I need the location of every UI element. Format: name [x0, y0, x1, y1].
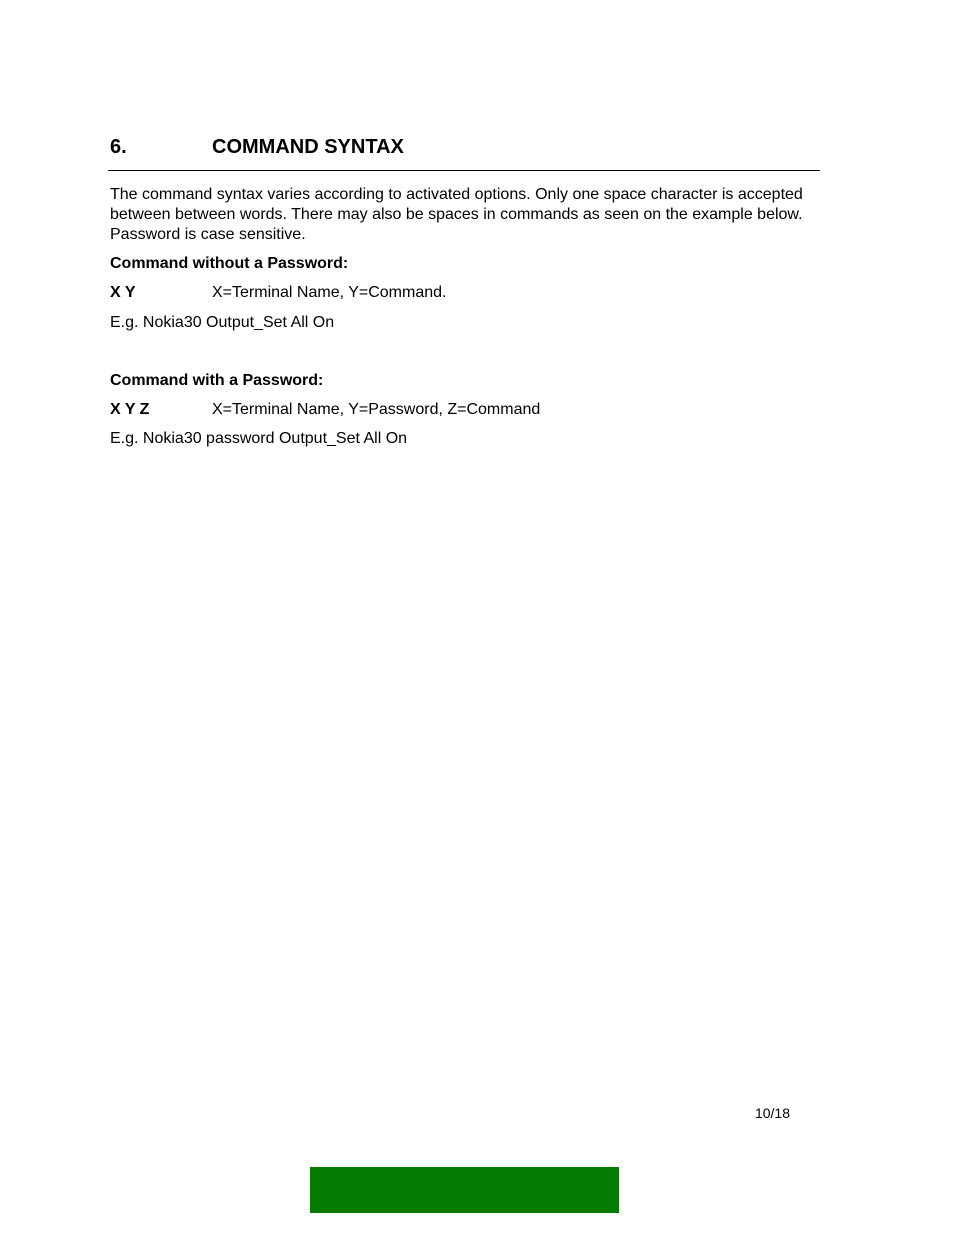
- syntax-description: X=Terminal Name, Y=Command.: [212, 284, 447, 301]
- footer-brand-bar: [310, 1167, 619, 1213]
- without-password-example: E.g. Nokia30 Output_Set All On: [110, 314, 335, 331]
- page-number: 10/18: [754, 1105, 790, 1121]
- syntax-key: X Y Z: [110, 401, 150, 418]
- without-password-heading: Command without a Password:: [110, 255, 349, 272]
- section-number: 6.: [110, 136, 127, 158]
- heading-divider: [108, 170, 820, 171]
- syntax-key: X Y: [110, 284, 136, 301]
- section-heading: [110, 136, 820, 162]
- intro-paragraph: The command syntax varies according to activated options. Only one space character is accepted between between words. There may also be spaces in commands as seen on the example below. Password is case sensitive.: [110, 186, 803, 243]
- with-password-example: E.g. Nokia30 password Output_Set All On: [110, 430, 408, 447]
- with-password-heading: Command with a Password:: [110, 372, 324, 389]
- syntax-description: X=Terminal Name, Y=Password, Z=Command: [212, 401, 541, 418]
- section-title: COMMAND SYNTAX: [212, 136, 404, 158]
